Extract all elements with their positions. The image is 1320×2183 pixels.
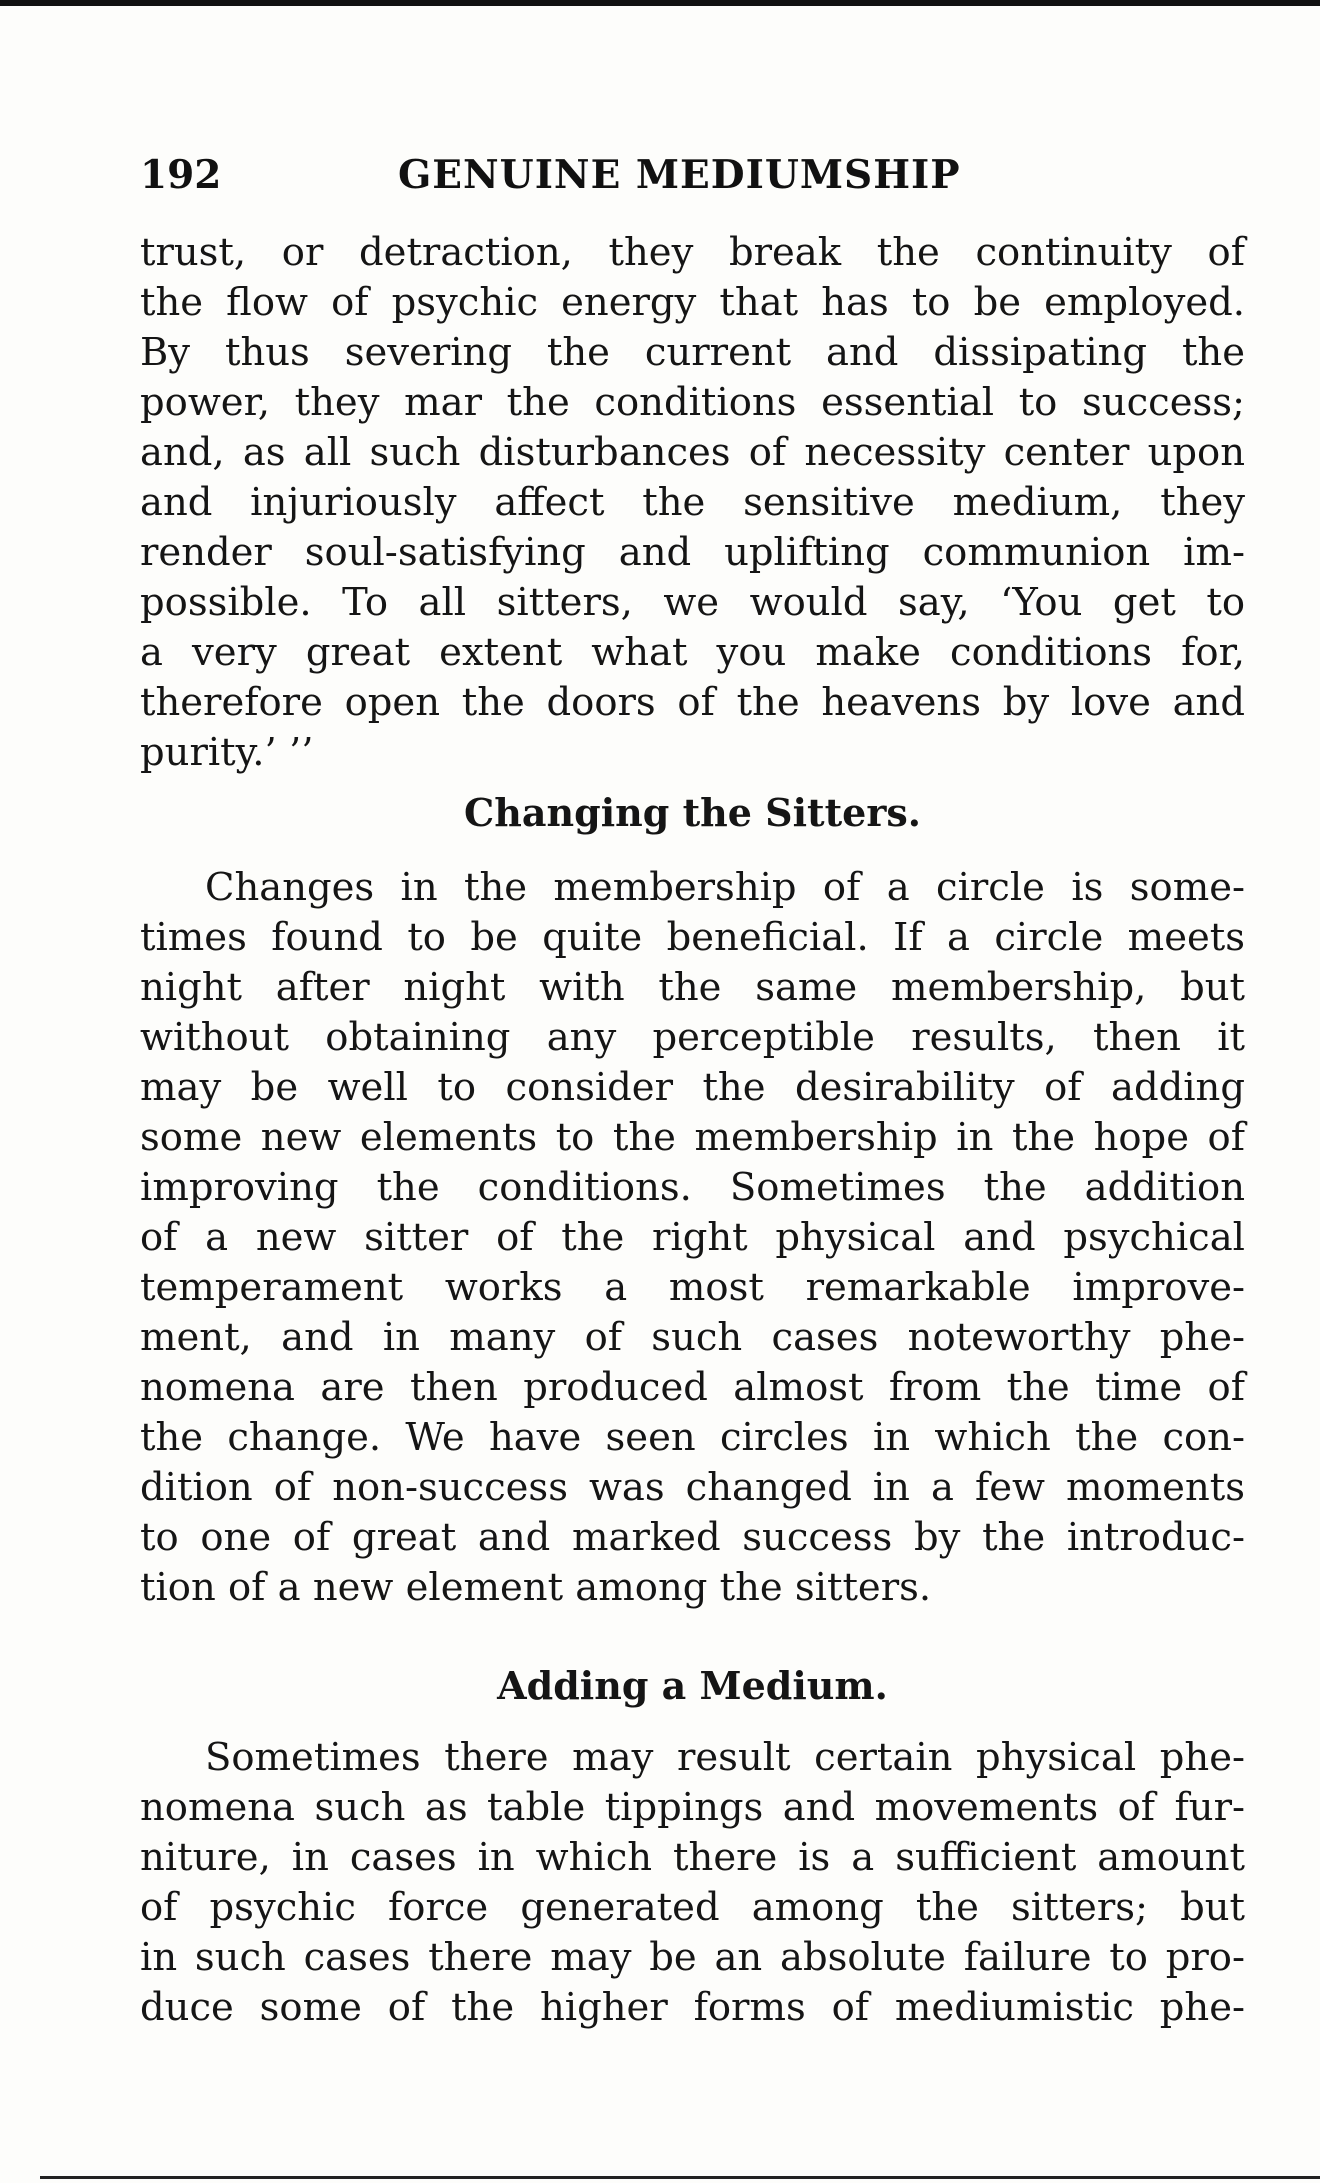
text-line: nomena are then produced almost from the time of <box>140 1365 1245 1410</box>
page-number: 192 <box>140 152 222 198</box>
text-line: dition of non-success was changed in a few moments <box>140 1465 1245 1510</box>
text-line: Sometimes there may result certain physical phe- <box>205 1735 1245 1780</box>
text-line: power, they mar the conditions essential to success; <box>140 380 1245 425</box>
section-heading-adding-medium: Adding a Medium. <box>497 1663 888 1708</box>
paragraph-adding-medium <box>140 1733 1245 2033</box>
text-line: purity.’ ’’ <box>140 730 314 775</box>
text-line: niture, in cases in which there is a sufficient amount <box>140 1835 1245 1880</box>
text-line: to one of great and marked success by the introduc- <box>140 1515 1245 1560</box>
page-header <box>140 152 1240 212</box>
text-line: therefore open the doors of the heavens by love and <box>140 680 1245 725</box>
text-line: By thus severing the current and dissipating the <box>140 330 1245 375</box>
text-line: and, as all such disturbances of necessity center upon <box>140 430 1245 475</box>
running-head: GENUINE MEDIUMSHIP <box>398 152 961 198</box>
text-line: of a new sitter of the right physical and psychical <box>140 1215 1245 1260</box>
paragraph-changing-sitters <box>140 863 1245 1613</box>
text-line: without obtaining any perceptible results, then it <box>140 1015 1245 1060</box>
text-line: night after night with the same membership, but <box>140 965 1245 1010</box>
text-body <box>140 228 1245 2033</box>
bottom-rule <box>40 2176 1320 2179</box>
paragraph-continued <box>140 228 1245 778</box>
text-line: in such cases there may be an absolute failure to pro- <box>140 1935 1245 1980</box>
text-line: trust, or detraction, they break the continuity of <box>140 230 1245 275</box>
text-line: the flow of psychic energy that has to be employed. <box>140 280 1245 325</box>
text-line: duce some of the higher forms of mediumistic phe- <box>140 1985 1245 2030</box>
text-line: times found to be quite beneficial. If a circle meets <box>140 915 1245 960</box>
text-line: and injuriously affect the sensitive medium, they <box>140 480 1245 525</box>
text-line: of psychic force generated among the sitters; but <box>140 1885 1245 1930</box>
text-line: Changes in the membership of a circle is some- <box>205 865 1245 910</box>
text-line: tion of a new element among the sitters. <box>140 1565 932 1610</box>
text-line: possible. To all sitters, we would say, ‘You get to <box>140 580 1245 625</box>
top-rule <box>0 0 1320 6</box>
text-line: ment, and in many of such cases noteworthy phe- <box>140 1315 1245 1360</box>
text-line: a very great extent what you make conditions for, <box>140 630 1245 675</box>
text-line: render soul-satisfying and uplifting communion im- <box>140 530 1245 575</box>
text-line: may be well to consider the desirability of adding <box>140 1065 1245 1110</box>
text-line: the change. We have seen circles in which the con- <box>140 1415 1245 1460</box>
text-line: nomena such as table tippings and movements of fur- <box>140 1785 1245 1830</box>
text-line: improving the conditions. Sometimes the addition <box>140 1165 1245 1210</box>
text-line: temperament works a most remarkable improve- <box>140 1265 1245 1310</box>
section-heading-changing-sitters: Changing the Sitters. <box>464 790 921 835</box>
text-line: some new elements to the membership in the hope of <box>140 1115 1245 1160</box>
